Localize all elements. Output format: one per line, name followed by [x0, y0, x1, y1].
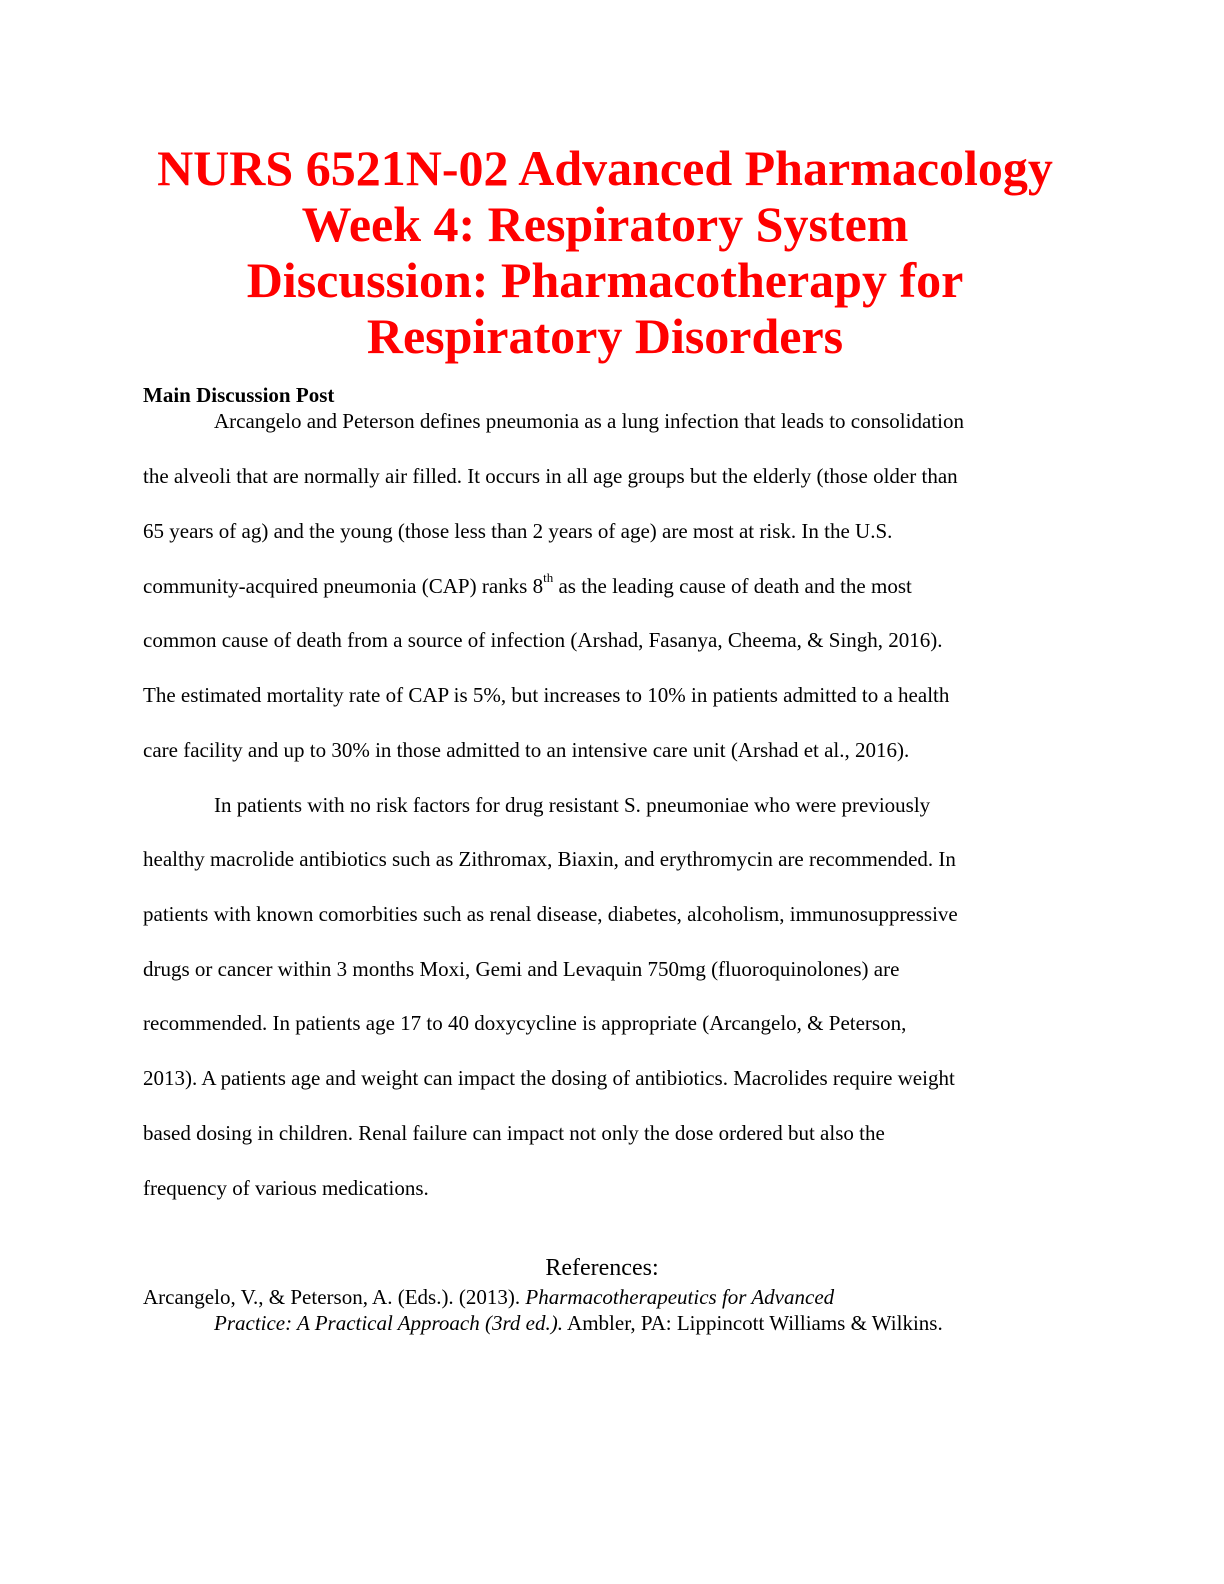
reference-title: Practice: A Practical Approach (3rd ed.).: [214, 1311, 563, 1335]
paragraph-line: recommended. In patients age 17 to 40 doxycycline is appropriate (Arcangelo, & Peterson,: [143, 1011, 907, 1035]
reference-authors: Arcangelo, V., & Peterson, A. (Eds.). (2013).: [143, 1285, 526, 1309]
paragraph-text: community-acquired pneumonia (CAP) ranks 8: [143, 574, 544, 598]
paragraph-line: healthy macrolide antibiotics such as Zithromax, Biaxin, and erythromycin are recommended. In: [143, 847, 956, 871]
paragraph-line: the alveoli that are normally air filled. It occurs in all age groups but the elderly (those older than: [143, 464, 958, 488]
reference-publisher: Ambler, PA: Lippincott Williams & Wilkins.: [562, 1311, 943, 1335]
paragraph-line: common cause of death from a source of infection (Arshad, Fasanya, Cheema, & Singh, 2016).: [143, 628, 943, 652]
ordinal-superscript: th: [543, 570, 554, 585]
paragraph-text: as the leading cause of death and the most: [553, 574, 912, 598]
reference-title: Pharmacotherapeutics for Advanced: [525, 1285, 835, 1309]
document-title: [100, 140, 1110, 364]
paragraph-line: [143, 570, 912, 599]
paragraph-line: patients with known comorbities such as renal disease, diabetes, alcoholism, immunosuppressive: [143, 902, 958, 926]
paragraph-line: The estimated mortality rate of CAP is 5%, but increases to 10% in patients admitted to a health: [143, 683, 950, 707]
title-line: Discussion: Pharmacotherapy for: [246, 252, 964, 308]
title-line: Respiratory Disorders: [366, 308, 844, 364]
paragraph-line: frequency of various medications.: [143, 1176, 429, 1200]
reference-entry-line: [214, 1310, 943, 1336]
paragraph-line: drugs or cancer within 3 months Moxi, Gemi and Levaquin 750mg (fluoroquinolones) are: [143, 957, 900, 981]
references-heading: References:: [545, 1255, 659, 1281]
paragraph-line: care facility and up to 30% in those admitted to an intensive care unit (Arshad et al., 2016).: [143, 738, 910, 762]
title-line: NURS 6521N-02 Advanced Pharmacology: [157, 140, 1053, 196]
reference-entry-line: [143, 1284, 834, 1310]
section-heading: Main Discussion Post: [143, 383, 335, 407]
paragraph-line: Arcangelo and Peterson defines pneumonia as a lung infection that leads to consolidation: [214, 409, 964, 433]
paragraph-line: 65 years of ag) and the young (those less than 2 years of age) are most at risk. In the U.S.: [143, 519, 893, 543]
paragraph-line: In patients with no risk factors for drug resistant S. pneumoniae who were previously: [214, 793, 931, 817]
title-line: Week 4: Respiratory System: [301, 196, 909, 252]
paragraph-line: 2013). A patients age and weight can impact the dosing of antibiotics. Macrolides require weight: [143, 1066, 955, 1090]
paragraph-line: based dosing in children. Renal failure can impact not only the dose ordered but also the: [143, 1121, 885, 1145]
